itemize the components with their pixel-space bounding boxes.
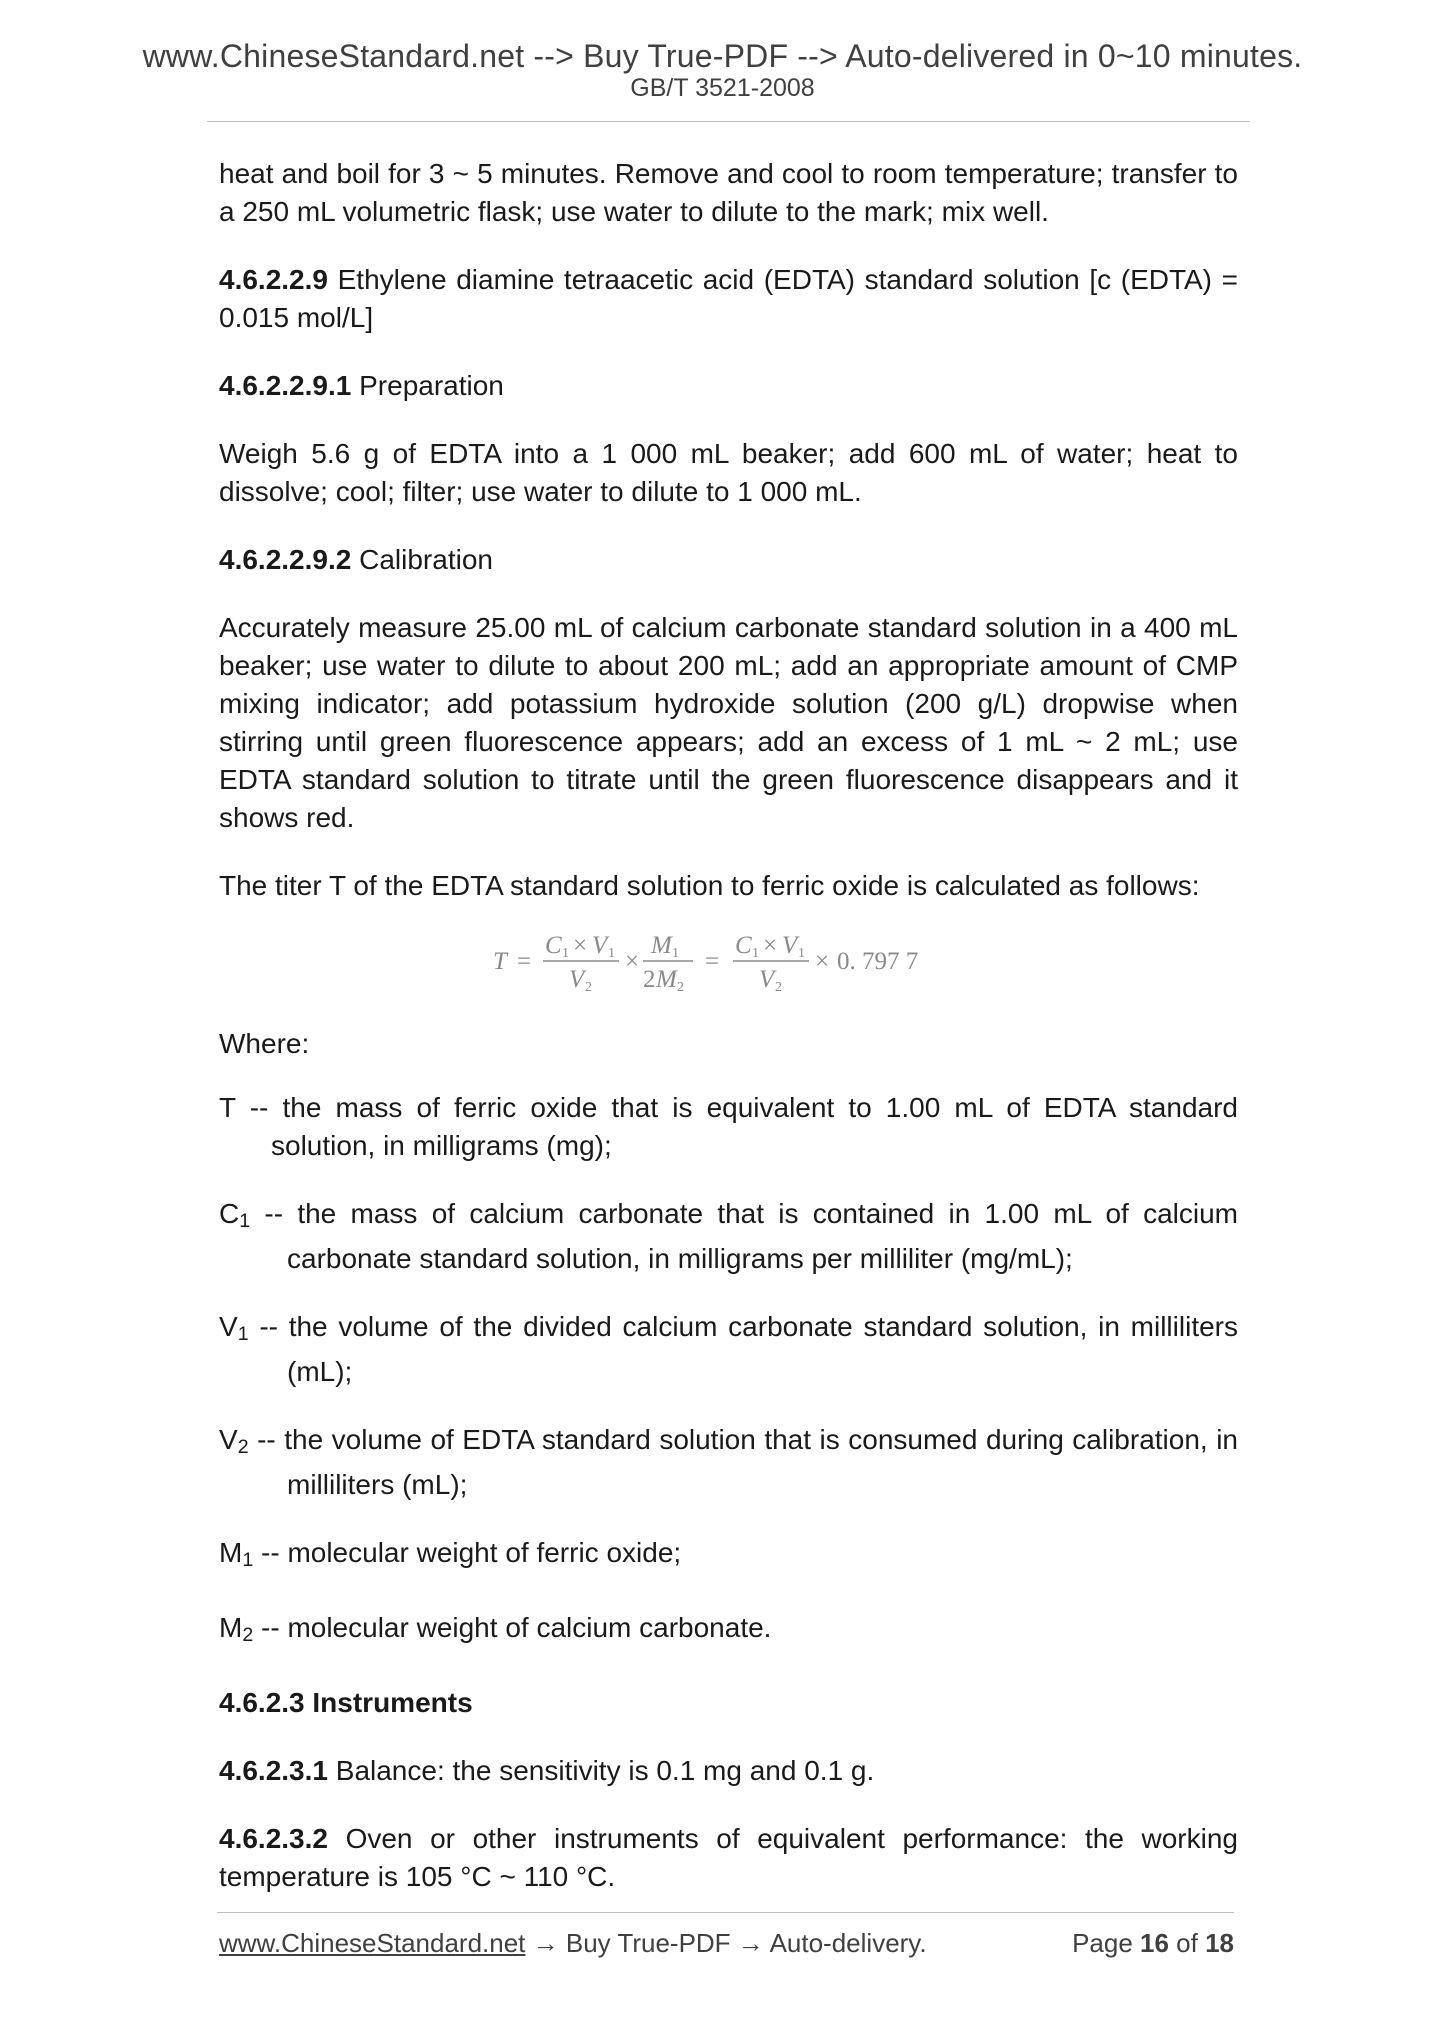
formula-lhs: T [492,948,507,975]
formula-frac3-den-v: V [758,966,774,993]
def-text: -- the volume of the divided calcium carbonate standard solution, in milliliters (mL); [248,1311,1238,1387]
def-symbol: V [219,1424,238,1455]
definition-T [219,1089,1238,1165]
page-content [219,155,1238,1926]
paragraph-titer-intro: The titer T of the EDTA standard solution to ferric oxide is calculated as follows: [219,870,1200,901]
formula-frac2-m-sub: 1 [671,946,679,961]
clause-4-6-2-2-9 [219,261,1238,337]
standard-number: GB/T 3521-2008 [630,74,815,102]
def-symbol: M [219,1537,243,1568]
footer-left [219,1928,927,1959]
definition-M2 [219,1609,1238,1654]
formula-eq2: = [704,948,719,975]
formula-frac1-times: × [572,932,587,959]
clause-text: Preparation [351,370,504,401]
formula-frac1-c: C [544,932,562,959]
formula-frac1-v: V [591,932,607,959]
formula-svg [489,923,969,997]
clause-4-6-2-2-9-2 [219,541,1238,579]
top-banner: www.ChineseStandard.net --> Buy True-PDF --> Auto-delivered in 0~10 minutes. [142,38,1303,74]
formula-frac2-den-sub: 2 [676,980,684,995]
footer-tagline: → Buy True-PDF → Auto-delivery. [525,1928,927,1958]
def-subscript: 1 [242,1549,254,1571]
def-symbol: T [219,1092,236,1123]
formula-frac1-v-sub: 1 [607,946,615,961]
paragraph-preparation: Weigh 5.6 g of EDTA into a 1 000 mL beaker; add 600 mL of water; heat to dissolve; cool; filter; use water to dilute to 1 000 mL. [219,438,1238,507]
formula-frac3-c: C [734,932,752,959]
clause-4-6-2-3-1 [219,1752,1238,1790]
formula-constant: 0. 797 7 [836,948,918,975]
clause-number: 4.6.2.2.9 [219,264,328,295]
formula-frac3-v: V [781,932,797,959]
formula-frac2-den-m: M [655,966,677,993]
definition-M1 [219,1534,1238,1579]
clause-text: Balance: the sensitivity is 0.1 mg and 0.1 g. [327,1755,875,1786]
formula-frac1-den-v: V [568,966,584,993]
clause-4-6-2-2-9-1 [219,367,1238,405]
clause-text: Oven or other instruments of equivalent performance: the working temperature is 105 °C ~ 110 °C. [219,1823,1238,1892]
formula-frac3-den-sub: 2 [774,980,782,995]
clause-text: Ethylene diamine tetraacetic acid (EDTA) standard solution [c (EDTA) = 0.015 mol/L] [219,264,1238,333]
clause-number: 4.6.2.2.9.1 [219,370,352,401]
paragraph-calibration: Accurately measure 25.00 mL of calcium carbonate standard solution in a 400 mL beaker; use water to dilute to about 200 mL; add an appropriate amount of CMP mixing indicator; add potassium hydroxide solution (200 g/L) dropwise when stirring until green fluorescence appears; add an excess of 1 mL ~ 2 mL; use EDTA standard solution to titrate until the green fluorescence disappears and it shows red. [219,612,1238,833]
def-text: -- molecular weight of ferric oxide; [253,1537,682,1568]
clause-number: 4.6.2.3.2 [219,1823,328,1854]
page-label: Page [1072,1928,1141,1958]
definition-C1 [219,1195,1238,1278]
definition-V2 [219,1421,1238,1504]
page-indicator [1072,1928,1234,1959]
definition-V1 [219,1308,1238,1391]
formula-times-2: × [814,948,829,975]
titer-formula [219,923,1238,997]
footer-link[interactable]: www.ChineseStandard.net [219,1928,526,1958]
formula-times-1: × [624,948,639,975]
def-symbol: M [219,1612,243,1643]
def-text: -- the mass of calcium carbonate that is contained in 1.00 mL of calcium carbonate standard solution, in milligrams per milliliter (mg/mL); [250,1198,1238,1274]
formula-frac3-times: × [762,932,777,959]
clause-heading: 4.6.2.3 Instruments [219,1687,473,1718]
formula-eq1: = [516,948,531,975]
formula-frac3-c-sub: 1 [751,946,759,961]
def-text: -- molecular weight of calcium carbonate. [253,1612,772,1643]
def-subscript: 2 [237,1436,249,1458]
clause-number: 4.6.2.2.9.2 [219,544,352,575]
clause-text: Calibration [351,544,493,575]
page-number: 16 [1140,1928,1169,1958]
footer-divider [217,1912,1234,1913]
def-symbol: C [219,1198,240,1229]
formula-frac2-coef: 2 [642,966,655,993]
clause-4-6-2-3-2 [219,1820,1238,1896]
formula-frac1-c-sub: 1 [561,946,569,961]
header-divider [207,121,1250,122]
def-symbol: V [219,1311,238,1342]
formula-frac3-v-sub: 1 [797,946,805,961]
paragraph-continuation: heat and boil for 3 ~ 5 minutes. Remove and cool to room temperature; transfer to a 250 mL volumetric flask; use water to dilute to the mark; mix well. [219,158,1238,227]
def-subscript: 2 [242,1624,254,1646]
def-text: -- the volume of EDTA standard solution that is consumed during calibration, in milliliters (mL); [248,1424,1238,1500]
def-subscript: 1 [239,1210,251,1232]
clause-number: 4.6.2.3.1 [219,1755,328,1786]
def-text: -- the mass of ferric oxide that is equivalent to 1.00 mL of EDTA standard solution, in milligrams (mg); [235,1092,1238,1161]
page-total: 18 [1205,1928,1234,1958]
clause-4-6-2-3 [219,1684,1238,1722]
where-label: Where: [219,1028,310,1059]
formula-frac1-den-sub: 2 [584,980,592,995]
formula-frac2-m: M [650,932,672,959]
def-subscript: 1 [237,1323,249,1345]
of-label: of [1168,1928,1206,1958]
